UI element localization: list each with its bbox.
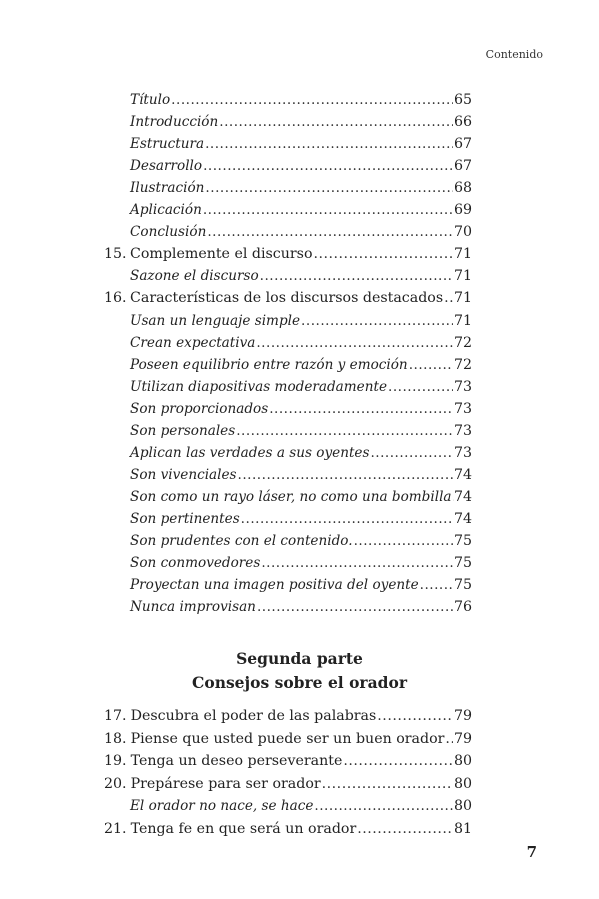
toc-entry (130, 552, 472, 574)
toc-entry (130, 464, 472, 486)
toc-leader-dots (322, 773, 453, 795)
toc-entry-page: 71 (453, 290, 472, 307)
toc-entry (104, 728, 472, 750)
toc-leader-dots (445, 728, 453, 750)
toc-entry (130, 177, 472, 199)
toc-leader-dots (388, 376, 453, 398)
toc-entry (130, 596, 472, 618)
toc-leader-dots (409, 354, 453, 376)
toc-entry (130, 398, 472, 420)
toc-entry-label: Conclusión (130, 224, 207, 241)
toc-entry-page: 73 (453, 422, 472, 439)
toc-leader-dots (207, 221, 453, 243)
toc-entry-label: Estructura (130, 136, 205, 153)
toc-entry (130, 221, 472, 243)
toc-entry-page: 80 (453, 775, 472, 792)
toc-entry-page: 67 (453, 136, 472, 153)
toc-leader-dots (314, 795, 453, 817)
toc-entry-page: 69 (453, 202, 472, 219)
toc-entry-page: 71 (453, 246, 472, 263)
toc-entry (130, 420, 472, 442)
toc-leader-dots (219, 111, 453, 133)
toc-entry-label: Descubra el poder de las palabras (130, 708, 377, 724)
toc-entry-label: Sazone el discurso (130, 268, 259, 285)
toc-entry-label: Tenga fe en que será un orador (130, 821, 357, 837)
toc-entry-page: 80 (453, 798, 472, 815)
toc-leader-dots (205, 133, 453, 155)
toc-entry-number: 21. (104, 821, 127, 837)
toc-entry-label: Son personales (130, 422, 236, 439)
toc-leader-dots (420, 574, 453, 596)
toc-entry-label: Desarrollo (130, 158, 203, 175)
toc-leader-dots (357, 818, 453, 840)
toc-entry-label: Aplicación (130, 202, 202, 219)
toc-entry (104, 773, 472, 795)
toc-entry (130, 265, 472, 287)
section-title-heading: Consejos sobre el orador (192, 673, 407, 692)
toc-entry-label: Son conmovedores (130, 555, 261, 572)
toc-entry-label: Son como un rayo láser, no como una bombilla (130, 488, 452, 505)
toc-entry (130, 310, 472, 332)
toc-entry (104, 243, 472, 265)
toc-entry-page: 79 (453, 730, 472, 747)
toc-entry-page: 70 (453, 224, 472, 241)
toc-leader-dots (205, 177, 453, 199)
toc-entry-label: Introducción (130, 114, 219, 131)
toc-entry-number: 15. (104, 246, 127, 263)
toc-entry-label: Aplican las verdades a sus oyentes (130, 444, 370, 461)
toc-leader-dots (314, 243, 453, 265)
toc-entry (130, 133, 472, 155)
toc-entry-number: 16. (104, 290, 127, 307)
toc-entry-number: 19. (104, 753, 127, 770)
toc-entry-label: Título (130, 92, 171, 108)
toc-leader-dots (257, 596, 453, 618)
toc-leader-dots (203, 155, 453, 177)
toc-entry (130, 486, 472, 508)
toc-leader-dots (269, 398, 453, 420)
toc-entry-label: Utilizan diapositivas moderadamente (130, 378, 387, 395)
toc-entry-number: 17. (104, 708, 127, 724)
toc-entry-label: Crean expectativa (130, 334, 256, 351)
toc-entry-page: 73 (453, 400, 472, 417)
toc-leader-dots (261, 552, 453, 574)
toc-entry-page: 74 (453, 488, 472, 505)
toc-leader-dots (171, 89, 453, 111)
toc-entry-label: Usan un lenguaje simple (130, 312, 301, 329)
toc-leader-dots (301, 310, 453, 332)
toc-entry (130, 155, 472, 177)
toc-leader-dots (370, 442, 453, 464)
toc-entry-page: 67 (453, 158, 472, 175)
toc-entry (104, 750, 472, 772)
toc-entry-label: Complemente el discurso (130, 246, 313, 263)
toc-leader-dots (241, 508, 453, 530)
toc-leader-dots (377, 705, 453, 727)
toc-entry-page: 73 (453, 378, 472, 395)
toc-entry-page: 76 (453, 599, 472, 616)
toc-entry (130, 442, 472, 464)
toc-entry (130, 89, 472, 111)
toc-leader-dots (238, 464, 453, 486)
toc-entry-page: 73 (453, 444, 472, 461)
toc-entry (130, 530, 472, 552)
toc-entry (130, 332, 472, 354)
toc-entry (104, 705, 472, 727)
toc-leader-dots (236, 420, 453, 442)
running-head: Contenido (485, 48, 543, 61)
toc-entry-page: 72 (453, 356, 472, 373)
toc-entry-number: 20. (104, 775, 127, 792)
toc-entry (130, 111, 472, 133)
toc-entry (130, 199, 472, 221)
toc-leader-dots (256, 332, 453, 354)
toc-leader-dots (343, 750, 453, 772)
toc-entry-label: Piense que usted puede ser un buen orador (130, 730, 445, 747)
toc-entry-label: Son vivenciales (130, 466, 237, 483)
toc-entry-page: 68 (453, 180, 472, 197)
toc-entry-label: Características de los discursos destacados (130, 290, 444, 307)
toc-entry (130, 376, 472, 398)
toc-entry-number: 18. (104, 730, 127, 747)
toc-entry-page: 81 (453, 821, 472, 837)
toc-entry-page: 65 (453, 92, 472, 108)
toc-entry-label: Tenga un deseo perseverante (130, 753, 343, 770)
toc-entry-label: El orador no nace, se hace (130, 798, 314, 815)
toc-entry (104, 818, 472, 840)
toc-leader-dots (354, 530, 453, 552)
toc-entry-label: Proyectan una imagen positiva del oyente (130, 577, 419, 594)
toc-entry-page: 80 (453, 753, 472, 770)
toc-leader-dots (203, 199, 453, 221)
page-number: 7 (526, 843, 537, 861)
toc-entry (130, 508, 472, 530)
toc-entry-page: 66 (453, 114, 472, 131)
toc-entry-label: Poseen equilibrio entre razón y emoción (130, 356, 408, 373)
toc-leader-dots (444, 287, 453, 309)
toc-entry-page: 79 (453, 708, 472, 724)
toc-entry-page: 75 (453, 555, 472, 572)
toc-entry-page: 71 (453, 312, 472, 329)
toc-entry-page: 71 (453, 268, 472, 285)
toc-entry-label: Prepárese para ser orador (130, 775, 321, 792)
toc-entry (130, 574, 472, 596)
toc-leader-dots (260, 265, 453, 287)
toc-entry-label: Son proporcionados (130, 400, 269, 417)
toc-entry-page: 74 (453, 510, 472, 527)
toc-entry (130, 795, 472, 817)
toc-entry (104, 287, 472, 309)
toc-entry-page: 75 (453, 533, 472, 549)
toc-entry-page: 72 (453, 334, 472, 351)
section-part-heading: Segunda parte (236, 649, 363, 668)
toc-entry-page: 74 (453, 466, 472, 483)
toc-entry-label: Son pertinentes (130, 510, 240, 527)
toc-entry-page: 75 (453, 577, 472, 594)
toc-entry-label: Ilustración (130, 180, 205, 197)
toc-entry (130, 354, 472, 376)
toc-entry-label: Nunca improvisan (130, 599, 256, 616)
toc-entry-label: Son prudentes con el contenido. (130, 533, 353, 549)
